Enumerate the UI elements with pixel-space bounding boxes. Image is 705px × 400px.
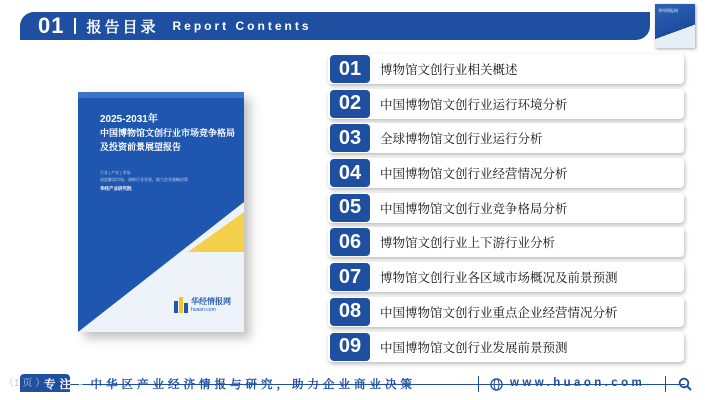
footer-slogan-lead: 专注大 xyxy=(44,377,91,391)
toc-number: 05 xyxy=(330,194,370,222)
toc-label: 中国博物馆文创行业经营情况分析 xyxy=(380,166,568,182)
cover-tagline: 深度解读市场，洞察行业发展，助力企业战略决策 xyxy=(100,177,188,182)
website-link[interactable]: www.huaon.com xyxy=(510,377,646,389)
toc-item-07[interactable] xyxy=(328,262,686,292)
toc-item-06[interactable] xyxy=(328,227,686,257)
footer-divider xyxy=(478,376,479,392)
toc-label: 博物馆文创行业相关概述 xyxy=(380,62,518,77)
toc-item-01[interactable] xyxy=(328,54,686,84)
toc-number: 02 xyxy=(330,90,370,118)
toc-item-03[interactable] xyxy=(328,123,686,153)
cover-title: 中国博物馆文创行业市场竞争格局及投资前景展望报告 xyxy=(100,128,236,152)
toc-item-02[interactable] xyxy=(328,89,686,119)
cover-publisher: 华经产业研究院 xyxy=(100,186,132,191)
report-thumbnail[interactable] xyxy=(655,4,695,48)
header-bar xyxy=(20,12,650,40)
cover-yellow-accent xyxy=(188,212,244,252)
globe-icon xyxy=(490,378,503,391)
toc-item-05[interactable] xyxy=(328,193,686,223)
report-cover xyxy=(78,92,244,332)
section-subtitle: Report Contents xyxy=(172,19,312,33)
header-divider xyxy=(74,18,76,34)
toc-number: 06 xyxy=(330,228,370,256)
footer-divider xyxy=(665,376,666,392)
logo-name: 华经情报网 xyxy=(191,297,231,306)
thumbnail-title: 华经情报网 xyxy=(658,8,678,13)
toc-item-08[interactable] xyxy=(328,297,686,327)
logo-domain: huaon.com xyxy=(191,307,216,313)
toc-label: 博物馆文创行业各区域市场概况及前景预测 xyxy=(380,270,618,286)
toc-label: 中国博物馆文创行业重点企业经营情况分析 xyxy=(380,304,618,320)
section-title: 报告目录 xyxy=(86,18,159,36)
logo-icon xyxy=(174,297,188,313)
toc-item-09[interactable] xyxy=(328,332,686,362)
toc-label: 博物馆文创行业上下游行业分析 xyxy=(380,235,556,251)
footer-slogan xyxy=(44,376,416,392)
toc-label: 中国博物馆文创行业发展前景预测 xyxy=(380,339,568,355)
toc-label: 中国博物馆文创行业运行环境分析 xyxy=(380,96,568,112)
cover-year: 2025-2031年 xyxy=(100,114,158,125)
table-of-contents xyxy=(328,54,686,366)
toc-number: 04 xyxy=(330,159,370,187)
section-number: 01 xyxy=(38,13,65,38)
toc-number: 08 xyxy=(330,298,370,326)
cover-logo xyxy=(174,296,231,313)
cover-meta: 行业 | 产业 | 市场 xyxy=(100,170,131,175)
toc-number: 03 xyxy=(330,124,370,152)
toc-number: 09 xyxy=(330,333,370,361)
toc-label: 中国博物馆文创行业竞争格局分析 xyxy=(380,200,568,216)
search-icon[interactable] xyxy=(678,377,692,391)
watermark: （1 页 ） xyxy=(4,378,46,389)
toc-item-04[interactable] xyxy=(328,158,686,188)
toc-number: 07 xyxy=(330,263,370,291)
cover-top-stripe xyxy=(78,92,244,98)
toc-number: 01 xyxy=(330,55,370,83)
toc-label: 全球博物馆文创行业运行分析 xyxy=(380,131,543,147)
footer-slogan-rest: 中华区产业经济情报与研究，助力企业商业决策 xyxy=(90,377,416,391)
